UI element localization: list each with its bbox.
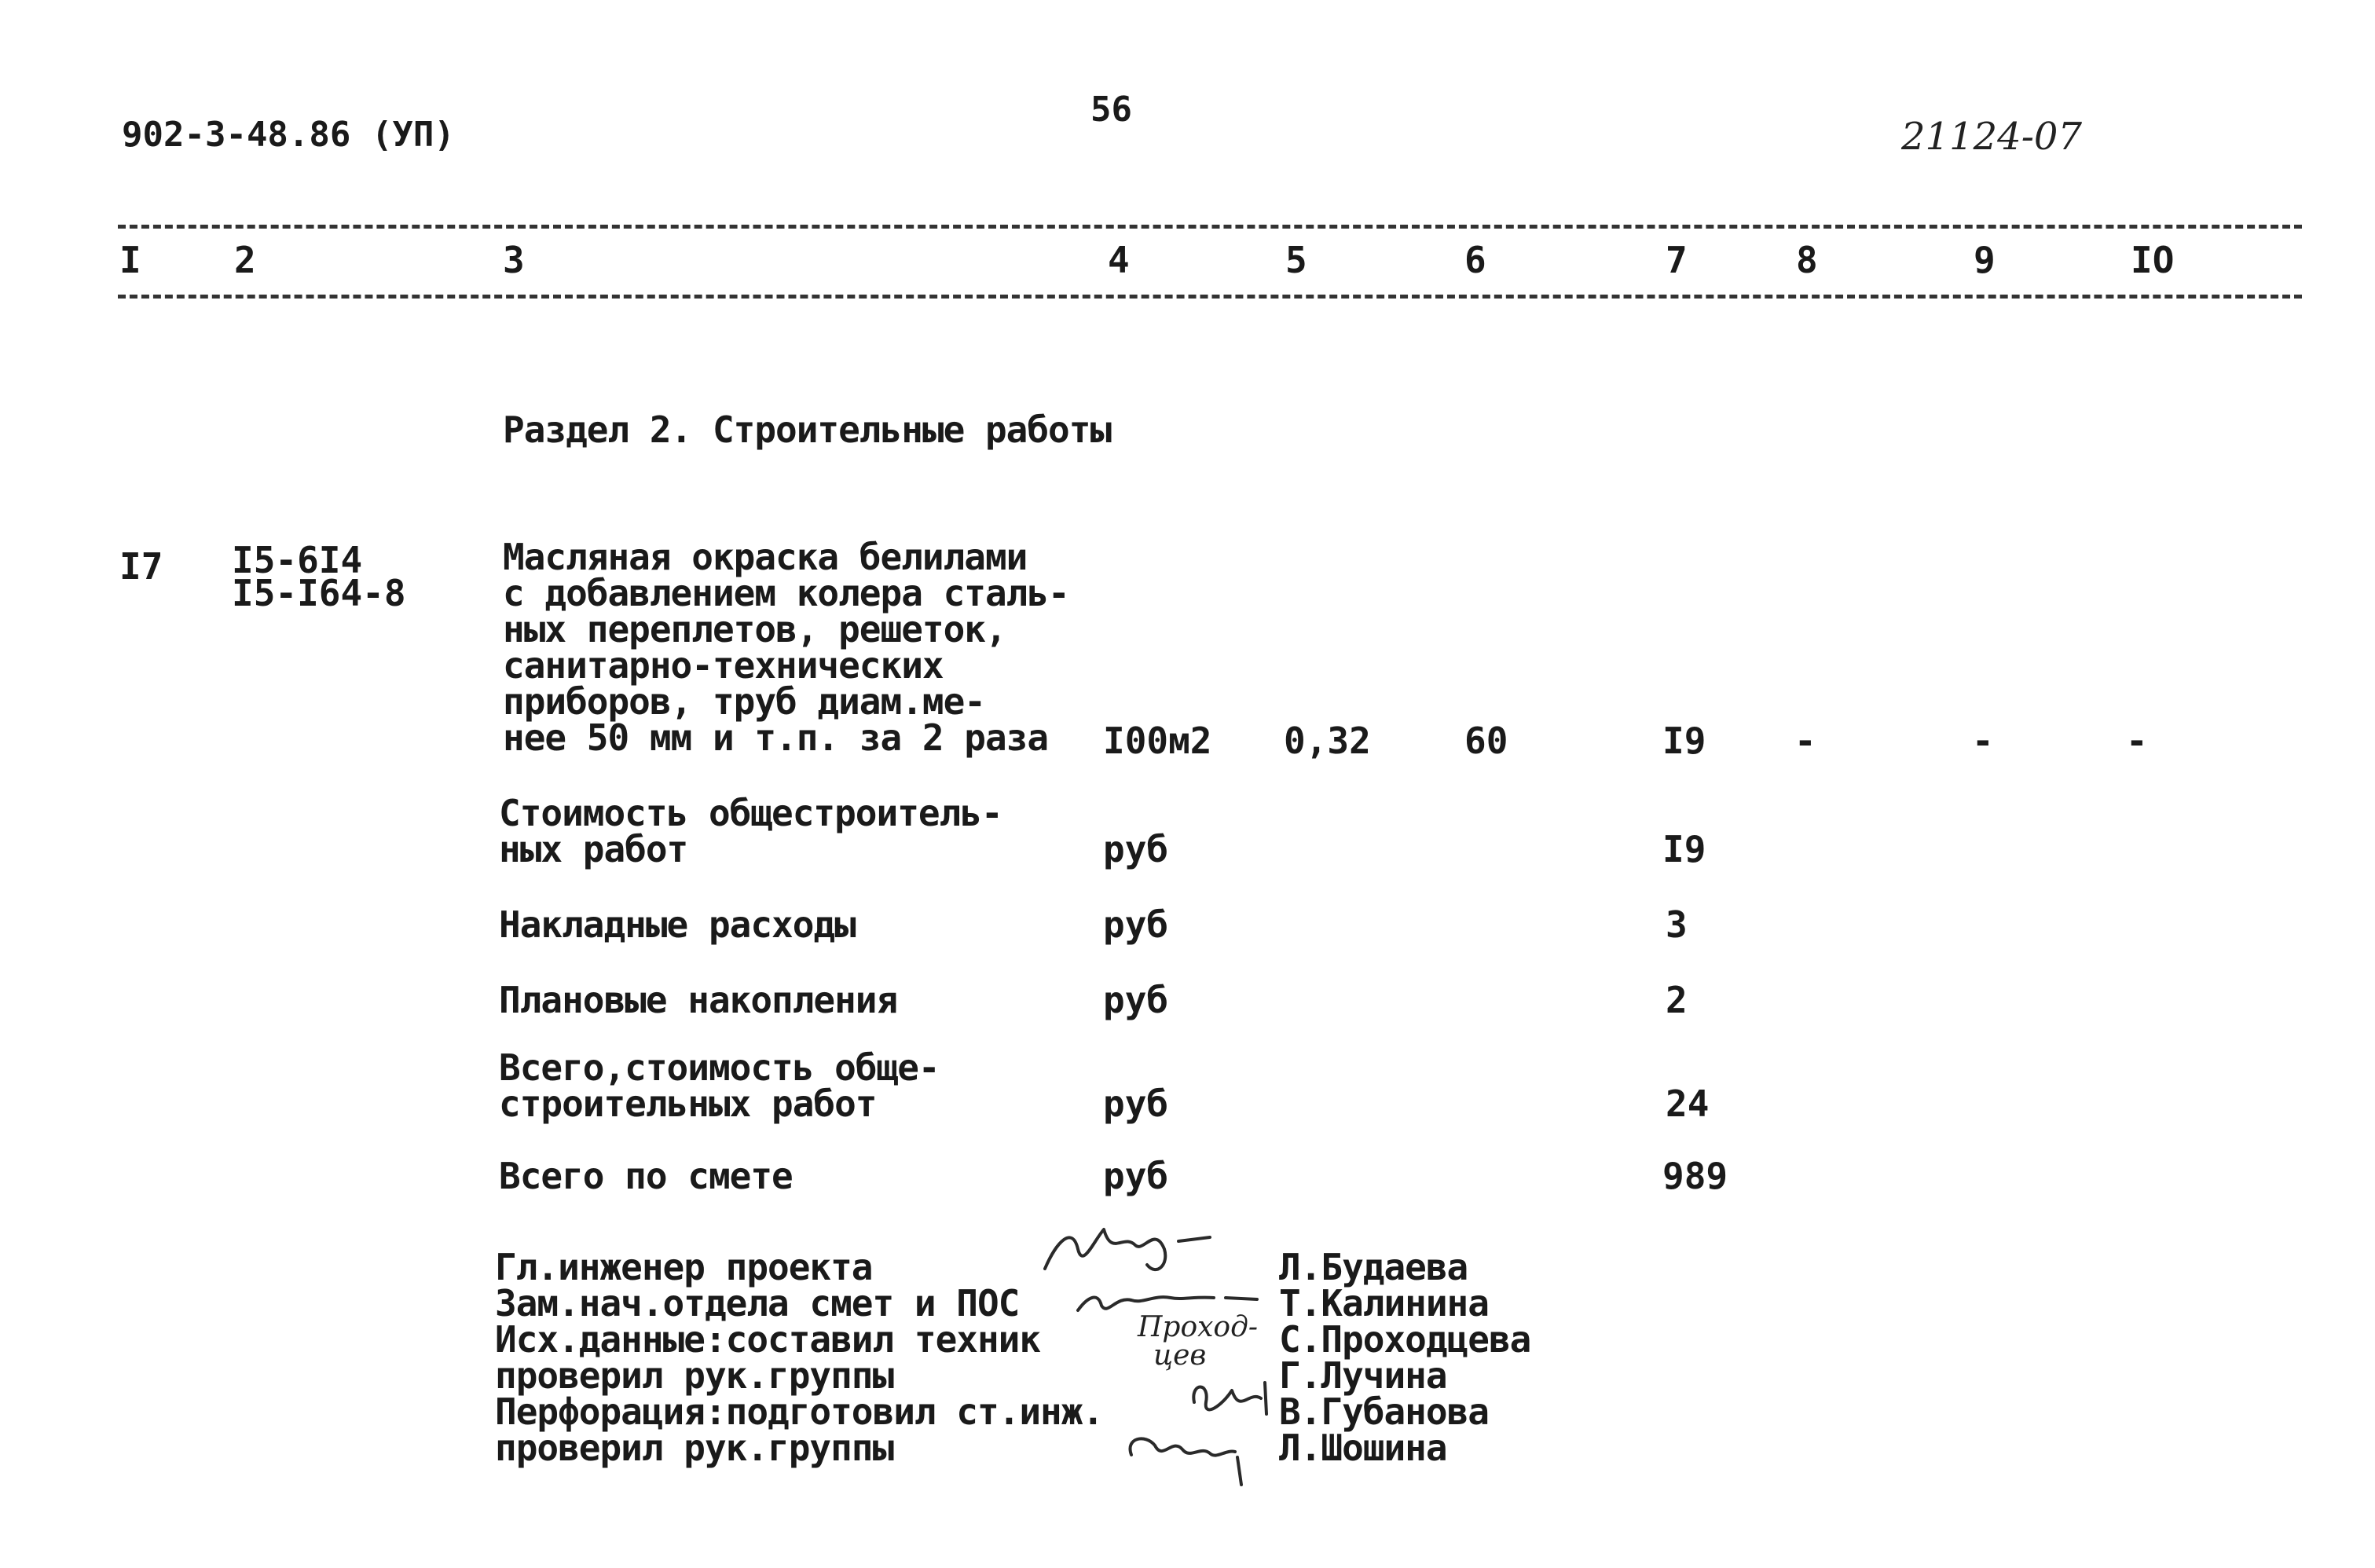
summary-value: 989 bbox=[1662, 1155, 1728, 1197]
summary-value: 3 bbox=[1666, 903, 1688, 946]
summary-label: Накладные расходы bbox=[499, 903, 856, 946]
item-number: I7 bbox=[119, 545, 163, 588]
summary-unit: руб bbox=[1103, 1083, 1169, 1125]
inventory-number: 21124-07 bbox=[1901, 115, 2082, 159]
summary-unit: руб bbox=[1103, 828, 1169, 870]
page-number: 56 bbox=[1090, 90, 1132, 130]
summary-unit: руб bbox=[1103, 903, 1169, 946]
col-num-2: 2 bbox=[234, 239, 256, 281]
document-code: 902-3-48.86 (УП) bbox=[122, 115, 455, 155]
signature-role: Гл.инженер проекта bbox=[495, 1246, 873, 1288]
summary-label: Всего,стоимость обще- строительных работ bbox=[499, 1046, 940, 1125]
summary-unit: руб bbox=[1103, 1155, 1169, 1197]
handwritten-note-line1: Проход- bbox=[1138, 1311, 1259, 1343]
item-unit-price: 60 bbox=[1464, 720, 1508, 762]
signature-name: Л.Будаева bbox=[1279, 1246, 1468, 1288]
item-unit: I00м2 bbox=[1103, 720, 1212, 762]
summary-value: 2 bbox=[1666, 979, 1688, 1021]
item-quantity: 0,32 bbox=[1284, 720, 1371, 762]
item-description: Масляная окраска белилами с добавлением колера сталь- ных переплетов, решеток, санитарно-технических приборов, труб диам.ме- нее 50 мм и т.п. за 2 раза bbox=[503, 536, 1069, 759]
col-num-4: 4 bbox=[1108, 239, 1130, 281]
item-code-primary: I5-6I4 bbox=[232, 539, 363, 581]
signature-name: Т.Калинина bbox=[1279, 1282, 1489, 1324]
item-col-9: - bbox=[1972, 720, 1994, 762]
col-num-5: 5 bbox=[1285, 239, 1307, 281]
signature-role: Перфорация:подготовил ст.инж. bbox=[495, 1390, 1104, 1433]
section-title: Раздел 2. Строительные работы bbox=[503, 408, 1112, 451]
signature-name: В.Губанова bbox=[1279, 1390, 1489, 1433]
signature-role: Зам.нач.отдела смет и ПОС bbox=[495, 1282, 1020, 1324]
summary-value: I9 bbox=[1662, 828, 1706, 870]
summary-label: Стоимость общестроитель- ных работ bbox=[499, 792, 1002, 870]
col-num-3: 3 bbox=[503, 239, 525, 281]
signature-role: проверил рук.группы bbox=[495, 1427, 894, 1469]
signature-name: Г.Лучина bbox=[1279, 1354, 1447, 1397]
item-col-10: - bbox=[2126, 720, 2148, 762]
handwritten-note-line2: цев bbox=[1153, 1339, 1207, 1372]
signature-name: Л.Шошина bbox=[1279, 1427, 1447, 1469]
summary-unit: руб bbox=[1103, 979, 1169, 1021]
col-num-1: I bbox=[119, 239, 141, 281]
col-num-9: 9 bbox=[1974, 239, 1996, 281]
summary-label: Всего по смете bbox=[499, 1155, 793, 1197]
signature-name: С.Проходцева bbox=[1279, 1318, 1531, 1361]
col-num-6: 6 bbox=[1464, 239, 1486, 281]
signature-role: Исх.данные:составил техник bbox=[495, 1318, 1041, 1361]
summary-label: Плановые накопления bbox=[499, 979, 898, 1021]
col-num-7: 7 bbox=[1666, 239, 1688, 281]
item-col-8: - bbox=[1794, 720, 1816, 762]
signature-role: проверил рук.группы bbox=[495, 1354, 894, 1397]
item-code-secondary: I5-I64-8 bbox=[232, 572, 406, 614]
col-num-10: IO bbox=[2131, 239, 2175, 281]
summary-value: 24 bbox=[1666, 1083, 1710, 1125]
item-total: I9 bbox=[1662, 720, 1706, 762]
col-num-8: 8 bbox=[1796, 239, 1818, 281]
